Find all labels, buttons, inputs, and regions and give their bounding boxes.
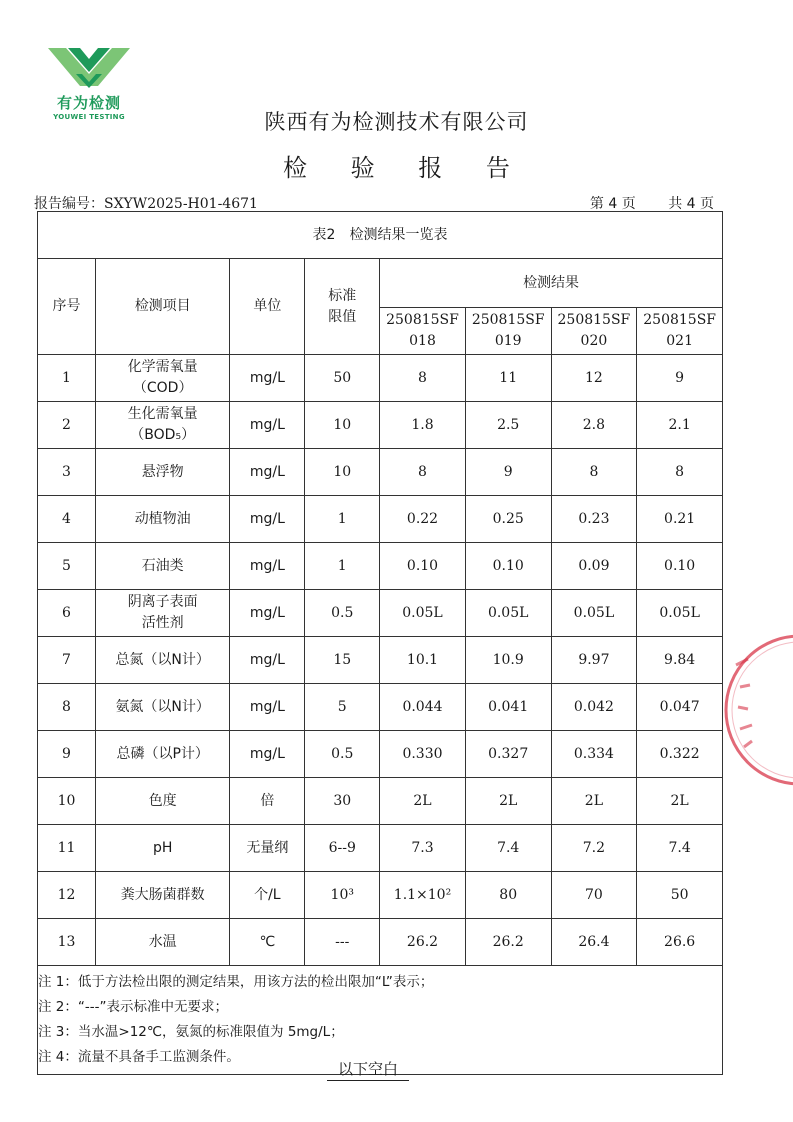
- row-item-line1: 悬浮物: [141, 463, 184, 480]
- row-limit: [305, 778, 380, 825]
- row-no-text: 12: [57, 886, 76, 903]
- header-results: 检测结果: [380, 259, 723, 308]
- row-item: [96, 684, 230, 731]
- row-result-4: [637, 449, 723, 496]
- row-result-2: [465, 825, 551, 872]
- row-result-1: [380, 590, 466, 637]
- row-result-text: 9: [503, 463, 513, 480]
- row-unit: [230, 590, 305, 637]
- row-limit-text: 1: [337, 510, 347, 527]
- table-row: [38, 778, 723, 825]
- row-limit: [305, 590, 380, 637]
- row-no: [38, 449, 96, 496]
- page-number: 第 4 页: [589, 196, 636, 212]
- row-no-text: 6: [62, 604, 71, 621]
- row-no-text: 5: [62, 557, 71, 574]
- row-item-line2: （BOD₅）: [130, 427, 196, 443]
- row-item-line1: 石油类: [141, 557, 184, 574]
- row-result-3: [551, 355, 637, 402]
- row-result-4: [637, 825, 723, 872]
- row-result-text: 0.042: [573, 698, 614, 715]
- header-limit-line2: 限值: [328, 308, 357, 325]
- row-result-2: [465, 872, 551, 919]
- row-result-2: [465, 731, 551, 778]
- row-result-2: [465, 449, 551, 496]
- table-row: [38, 637, 723, 684]
- row-result-4: [637, 872, 723, 919]
- row-limit: [305, 919, 380, 966]
- row-unit: [230, 919, 305, 966]
- logo-mark-icon: [46, 44, 132, 92]
- table-caption: 表2 检测结果一览表: [38, 212, 723, 259]
- row-item-line1: 动植物油: [134, 510, 191, 527]
- report-number-value: SXYW2025-H01-4671: [104, 196, 258, 212]
- row-result-text: 9.84: [664, 651, 696, 668]
- row-result-4: [637, 496, 723, 543]
- row-item-line2: 活性剂: [141, 615, 184, 631]
- row-result-text: 7.3: [411, 839, 434, 856]
- row-result-text: 8: [418, 463, 427, 480]
- row-result-text: 0.21: [664, 510, 696, 527]
- row-result-text: 7.2: [582, 839, 606, 856]
- row-limit: [305, 637, 380, 684]
- row-result-3: [551, 590, 637, 637]
- row-result-1: [380, 778, 466, 825]
- header-row: [38, 259, 723, 308]
- row-result-text: 0.047: [659, 698, 700, 715]
- row-result-2: [465, 637, 551, 684]
- row-result-1: [380, 872, 466, 919]
- row-unit-text: mg/L: [249, 651, 285, 668]
- row-result-4: [637, 731, 723, 778]
- row-result-text: 2L: [670, 792, 689, 809]
- row-limit: [305, 731, 380, 778]
- row-no-text: 13: [57, 933, 76, 950]
- row-unit: [230, 825, 305, 872]
- row-result-1: [380, 637, 466, 684]
- row-result-1: [380, 543, 466, 590]
- row-limit-text: 10: [333, 463, 352, 480]
- row-item: [96, 778, 230, 825]
- row-no: [38, 355, 96, 402]
- sample-id-4-l2: 021: [666, 333, 693, 349]
- row-limit: [305, 449, 380, 496]
- table-row: [38, 872, 723, 919]
- row-result-text: 0.041: [488, 698, 529, 715]
- sample-id-3: [551, 308, 637, 355]
- row-result-text: 1.8: [411, 416, 434, 433]
- row-no: [38, 825, 96, 872]
- row-result-text: 7.4: [497, 839, 520, 856]
- row-result-text: 9.97: [578, 651, 610, 668]
- red-seal-icon: [718, 625, 793, 795]
- report-meta: [34, 193, 714, 213]
- row-item-line1: 氨氮（以N计）: [115, 698, 210, 715]
- table-row: [38, 543, 723, 590]
- row-unit-text: mg/L: [249, 698, 285, 715]
- table-row: [38, 496, 723, 543]
- row-result-4: [637, 684, 723, 731]
- row-item-line1: 生化需氧量: [127, 406, 198, 422]
- row-unit: [230, 449, 305, 496]
- row-limit-text: ---: [335, 933, 350, 950]
- row-no-text: 11: [57, 839, 76, 856]
- header-no: 序号: [38, 259, 96, 355]
- row-result-text: 26.4: [578, 933, 610, 950]
- row-item-line1: 阴离子表面: [127, 594, 198, 610]
- row-result-3: [551, 449, 637, 496]
- row-item: [96, 496, 230, 543]
- row-limit: [305, 543, 380, 590]
- row-result-2: [465, 919, 551, 966]
- row-unit-text: mg/L: [249, 745, 285, 762]
- logo-name-en: YOUWEI TESTING: [53, 113, 125, 121]
- row-result-text: 10.9: [492, 651, 524, 668]
- row-limit-text: 0.5: [331, 745, 354, 762]
- row-no: [38, 402, 96, 449]
- row-result-text: 12: [584, 369, 603, 386]
- row-unit: [230, 355, 305, 402]
- row-result-text: 9: [675, 369, 685, 386]
- row-no: [38, 872, 96, 919]
- sample-id-1: [380, 308, 466, 355]
- row-result-2: [465, 496, 551, 543]
- table-row: [38, 684, 723, 731]
- row-unit-text: 个/L: [254, 886, 281, 903]
- row-no: [38, 778, 96, 825]
- row-limit: [305, 825, 380, 872]
- row-result-4: [637, 637, 723, 684]
- sample-id-1-l2: 018: [409, 333, 436, 349]
- table-caption-row: [38, 212, 723, 259]
- row-result-text: 2L: [584, 792, 603, 809]
- row-result-text: 0.334: [573, 745, 614, 762]
- row-unit-text: 无量纲: [246, 839, 289, 856]
- row-unit-text: mg/L: [249, 557, 285, 574]
- sample-id-1-l1: 250815SF: [386, 312, 459, 328]
- row-no: [38, 919, 96, 966]
- row-limit: [305, 355, 380, 402]
- end-of-report-mark: 以下空白: [327, 1058, 409, 1081]
- row-item-line1: pH: [152, 839, 173, 856]
- row-item: [96, 402, 230, 449]
- row-no-text: 4: [62, 510, 71, 527]
- row-result-2: [465, 684, 551, 731]
- report-title: 检 验 报 告: [283, 154, 528, 182]
- row-result-4: [637, 402, 723, 449]
- row-item: [96, 637, 230, 684]
- row-result-4: [637, 778, 723, 825]
- row-result-3: [551, 872, 637, 919]
- row-result-3: [551, 402, 637, 449]
- row-result-1: [380, 684, 466, 731]
- row-result-text: 0.05L: [402, 604, 443, 621]
- table-row: [38, 449, 723, 496]
- row-no-text: 2: [62, 416, 71, 433]
- row-result-text: 26.6: [664, 933, 696, 950]
- row-limit-text: 10³: [330, 886, 354, 903]
- sample-id-4: [637, 308, 723, 355]
- row-item: [96, 919, 230, 966]
- row-limit: [305, 496, 380, 543]
- row-result-text: 0.05L: [573, 604, 615, 621]
- row-result-4: [637, 355, 723, 402]
- row-result-text: 0.10: [664, 557, 696, 574]
- row-result-3: [551, 684, 637, 731]
- row-result-text: 7.4: [668, 839, 691, 856]
- row-result-2: [465, 778, 551, 825]
- row-result-text: 50: [670, 886, 689, 903]
- row-result-3: [551, 543, 637, 590]
- sample-id-2-l2: 019: [494, 333, 522, 349]
- sample-id-3-l1: 250815SF: [557, 312, 631, 328]
- row-item: [96, 355, 230, 402]
- table-row: [38, 355, 723, 402]
- header-limit-line1: 标准: [328, 287, 357, 304]
- row-result-text: 0.322: [659, 745, 700, 762]
- company-seal: [718, 625, 793, 795]
- header-item: 检测项目: [96, 259, 230, 355]
- row-result-3: [551, 778, 637, 825]
- row-result-1: [380, 919, 466, 966]
- row-limit: [305, 872, 380, 919]
- row-item: [96, 590, 230, 637]
- row-no-text: 10: [57, 792, 76, 809]
- row-unit-text: mg/L: [249, 510, 285, 527]
- row-unit-text: mg/L: [249, 416, 285, 433]
- row-result-1: [380, 449, 466, 496]
- row-no: [38, 684, 96, 731]
- report-number: [34, 193, 258, 213]
- row-limit: [305, 684, 380, 731]
- row-item-line1: 粪大肠菌群数: [120, 886, 205, 903]
- row-result-text: 0.05L: [487, 604, 529, 621]
- row-result-text: 80: [499, 886, 518, 903]
- row-result-text: 26.2: [406, 933, 439, 950]
- row-result-text: 8: [675, 463, 685, 480]
- row-no: [38, 543, 96, 590]
- row-limit-text: 5: [337, 698, 347, 715]
- row-result-text: 0.25: [492, 510, 524, 527]
- row-result-2: [465, 590, 551, 637]
- logo-name-cn: 有为检测: [56, 94, 121, 112]
- row-unit: [230, 543, 305, 590]
- row-item-line1: 总氮（以N计）: [115, 651, 210, 668]
- sample-id-3-l2: 020: [580, 333, 608, 349]
- row-result-text: 2.5: [497, 416, 520, 433]
- row-result-3: [551, 496, 637, 543]
- row-item: [96, 543, 230, 590]
- row-no: [38, 731, 96, 778]
- row-result-text: 10.1: [406, 651, 439, 668]
- table-row: [38, 825, 723, 872]
- row-result-3: [551, 731, 637, 778]
- row-result-3: [551, 919, 637, 966]
- row-unit: [230, 402, 305, 449]
- row-unit: [230, 872, 305, 919]
- table-row: [38, 919, 723, 966]
- header-limit: [305, 259, 380, 355]
- row-limit-text: 10: [333, 416, 352, 433]
- row-result-1: [380, 355, 466, 402]
- row-no: [38, 590, 96, 637]
- row-result-2: [465, 355, 551, 402]
- row-no: [38, 637, 96, 684]
- row-item-line2: （COD）: [132, 380, 193, 396]
- row-result-text: 0.10: [492, 557, 524, 574]
- row-no-text: 9: [62, 745, 71, 762]
- row-unit: [230, 684, 305, 731]
- row-result-4: [637, 919, 723, 966]
- row-unit: [230, 778, 305, 825]
- row-result-text: 0.330: [402, 745, 443, 762]
- row-limit-text: 1: [337, 557, 347, 574]
- header-unit: 单位: [230, 259, 305, 355]
- row-result-1: [380, 402, 466, 449]
- sample-id-2: [465, 308, 551, 355]
- row-result-text: 2L: [499, 792, 518, 809]
- table-row: [38, 590, 723, 637]
- row-result-4: [637, 590, 723, 637]
- sample-id-2-l1: 250815SF: [471, 312, 545, 328]
- row-result-2: [465, 402, 551, 449]
- row-result-text: 2.1: [668, 416, 691, 433]
- row-unit-text: mg/L: [249, 463, 285, 480]
- table-row: [38, 402, 723, 449]
- row-limit-text: 30: [333, 792, 352, 809]
- row-unit: [230, 731, 305, 778]
- row-no: [38, 496, 96, 543]
- sample-id-4-l1: 250815SF: [643, 312, 716, 328]
- note-1: 注 1：低于方法检出限的测定结果，用该方法的检出限加“L”表示；: [38, 974, 434, 990]
- row-result-3: [551, 825, 637, 872]
- row-result-4: [637, 543, 723, 590]
- row-limit: [305, 402, 380, 449]
- row-result-text: 70: [584, 886, 603, 903]
- note-4: 注 4：流量不具备手工监测条件。: [38, 1049, 240, 1065]
- row-result-text: 8: [589, 463, 599, 480]
- row-limit-text: 15: [333, 651, 352, 668]
- row-unit: [230, 637, 305, 684]
- row-item: [96, 825, 230, 872]
- row-item: [96, 872, 230, 919]
- row-result-text: 0.10: [406, 557, 439, 574]
- row-result-text: 11: [499, 369, 518, 386]
- row-limit-text: 6--9: [328, 839, 356, 856]
- row-result-text: 0.23: [578, 510, 610, 527]
- row-item-line1: 水温: [148, 933, 177, 950]
- row-limit-text: 50: [333, 369, 352, 386]
- row-result-text: 26.2: [492, 933, 524, 950]
- row-result-text: 1.1×10²: [393, 886, 452, 903]
- row-limit-text: 0.5: [331, 604, 354, 621]
- row-result-text: 2.8: [582, 416, 606, 433]
- note-2: 注 2：“---”表示标准中无要求；: [38, 999, 228, 1015]
- row-result-text: 0.09: [578, 557, 610, 574]
- row-result-text: 0.327: [488, 745, 529, 762]
- table-row: [38, 731, 723, 778]
- row-unit: [230, 496, 305, 543]
- note-3: 注 3：当水温>12℃，氨氮的标准限值为 5mg/L；: [38, 1024, 344, 1040]
- row-result-text: 0.044: [402, 698, 443, 715]
- results-table: [37, 211, 723, 1075]
- row-result-1: [380, 825, 466, 872]
- row-result-text: 0.05L: [659, 604, 700, 621]
- row-unit-text: mg/L: [249, 604, 285, 621]
- row-item-line1: 化学需氧量: [127, 359, 198, 375]
- row-item-line1: 总磷（以P计）: [116, 745, 209, 762]
- row-result-2: [465, 543, 551, 590]
- row-unit-text: mg/L: [249, 369, 285, 386]
- row-item: [96, 731, 230, 778]
- row-result-text: 0.22: [406, 510, 439, 527]
- row-result-text: 2L: [413, 792, 432, 809]
- row-no-text: 8: [62, 698, 71, 715]
- page-total: 共 4 页: [668, 196, 714, 212]
- row-result-text: 8: [418, 369, 427, 386]
- company-name: 陕西有为检测技术有限公司: [264, 110, 529, 134]
- page-info: [584, 193, 714, 213]
- row-result-1: [380, 496, 466, 543]
- row-item: [96, 449, 230, 496]
- row-result-3: [551, 637, 637, 684]
- row-unit-text: 倍: [260, 792, 275, 809]
- row-no-text: 1: [62, 369, 71, 386]
- row-no-text: 7: [62, 651, 71, 668]
- row-result-1: [380, 731, 466, 778]
- row-item-line1: 色度: [148, 792, 177, 809]
- row-unit-text: ℃: [259, 933, 276, 950]
- row-no-text: 3: [62, 463, 71, 480]
- report-number-label: 报告编号：: [34, 196, 104, 212]
